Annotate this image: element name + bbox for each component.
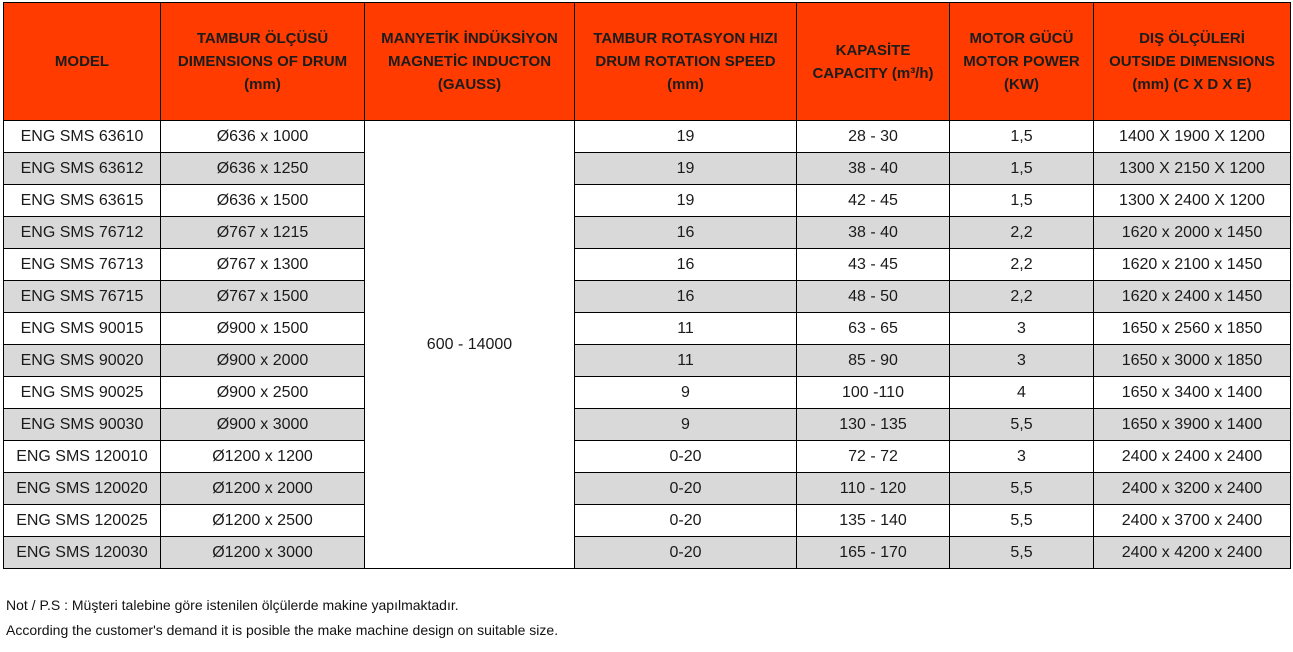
- cell-speed: 11: [575, 313, 797, 345]
- cell-model: ENG SMS 120030: [4, 537, 161, 569]
- cell-model: ENG SMS 90025: [4, 377, 161, 409]
- cell-drum: Ø900 x 2500: [161, 377, 365, 409]
- cell-capacity: 42 - 45: [797, 185, 950, 217]
- cell-power: 5,5: [950, 473, 1094, 505]
- cell-capacity: 85 - 90: [797, 345, 950, 377]
- cell-model: ENG SMS 90030: [4, 409, 161, 441]
- table-row: [4, 473, 1291, 505]
- cell-power: 4: [950, 377, 1094, 409]
- table-body: [4, 121, 1291, 569]
- table-row: [4, 505, 1291, 537]
- table-row: [4, 121, 1291, 153]
- cell-outside: 2400 x 4200 x 2400: [1094, 537, 1291, 569]
- cell-capacity: 135 - 140: [797, 505, 950, 537]
- cell-outside: 1300 X 2400 X 1200: [1094, 185, 1291, 217]
- cell-speed: 9: [575, 377, 797, 409]
- cell-capacity: 48 - 50: [797, 281, 950, 313]
- header-line: DIŞ ÖLÇÜLERİ: [1139, 30, 1245, 47]
- table-row: [4, 441, 1291, 473]
- cell-power: 5,5: [950, 537, 1094, 569]
- cell-outside: 2400 x 3200 x 2400: [1094, 473, 1291, 505]
- table-row: [4, 345, 1291, 377]
- note-line-en: According the customer's demand it is posible the make machine design on suitable size.: [6, 622, 559, 638]
- header-line: (mm): [244, 76, 281, 93]
- cell-drum: Ø900 x 1500: [161, 313, 365, 345]
- table-row: [4, 217, 1291, 249]
- cell-model: ENG SMS 76712: [4, 217, 161, 249]
- table-row: [4, 185, 1291, 217]
- cell-magnetic-induction: 600 - 14000: [365, 121, 575, 569]
- cell-speed: 19: [575, 185, 797, 217]
- cell-capacity: 38 - 40: [797, 153, 950, 185]
- cell-model: ENG SMS 76715: [4, 281, 161, 313]
- cell-model: ENG SMS 120010: [4, 441, 161, 473]
- cell-capacity: 43 - 45: [797, 249, 950, 281]
- cell-drum: Ø1200 x 1200: [161, 441, 365, 473]
- cell-power: 1,5: [950, 153, 1094, 185]
- header-line: CAPACITY (m³/h): [812, 64, 934, 82]
- header-line: MANYETİK İNDÜKSİYON: [381, 30, 558, 47]
- cell-model: ENG SMS 63615: [4, 185, 161, 217]
- cell-power: 2,2: [950, 249, 1094, 281]
- header-line: (mm): [667, 76, 704, 93]
- header-line: MOTOR GÜCÜ: [969, 30, 1074, 47]
- note-line-tr: Not / P.S : Müşteri talebine göre istenilen ölçülerde makine yapılmaktadır.: [6, 597, 459, 613]
- cell-capacity: 63 - 65: [797, 313, 950, 345]
- cell-speed: 16: [575, 281, 797, 313]
- cell-drum: Ø1200 x 2500: [161, 505, 365, 537]
- header-motor-power: [950, 3, 1094, 121]
- header-drum-dimensions: [161, 3, 365, 121]
- cell-speed: 11: [575, 345, 797, 377]
- table-header: [4, 3, 1291, 121]
- cell-capacity: 110 - 120: [797, 473, 950, 505]
- cell-model: ENG SMS 120020: [4, 473, 161, 505]
- header-capacity: [797, 3, 950, 121]
- header-line: KAPASİTE: [835, 41, 911, 59]
- header-line: (mm) (C X D X E): [1132, 76, 1252, 93]
- cell-capacity: 72 - 72: [797, 441, 950, 473]
- header-drum-rotation-speed: [575, 3, 797, 121]
- cell-drum: Ø636 x 1250: [161, 153, 365, 185]
- cell-outside: 1620 x 2000 x 1450: [1094, 217, 1291, 249]
- cell-speed: 0-20: [575, 441, 797, 473]
- cell-drum: Ø900 x 2000: [161, 345, 365, 377]
- cell-model: ENG SMS 90015: [4, 313, 161, 345]
- table-row: [4, 153, 1291, 185]
- header-line: TAMBUR ÖLÇÜSÜ: [196, 30, 329, 47]
- cell-power: 3: [950, 345, 1094, 377]
- cell-capacity: 165 - 170: [797, 537, 950, 569]
- header-model: [4, 3, 161, 121]
- header-line: TAMBUR ROTASYON HIZI: [593, 30, 778, 47]
- cell-drum: Ø636 x 1500: [161, 185, 365, 217]
- header-line: DIMENSIONS OF DRUM: [177, 53, 348, 70]
- spec-table: [3, 2, 1291, 569]
- cell-drum: Ø767 x 1500: [161, 281, 365, 313]
- cell-outside: 1650 x 3400 x 1400: [1094, 377, 1291, 409]
- cell-outside: 1650 x 3900 x 1400: [1094, 409, 1291, 441]
- header-outside-dimensions: [1094, 3, 1291, 121]
- cell-speed: 9: [575, 409, 797, 441]
- cell-drum: Ø1200 x 3000: [161, 537, 365, 569]
- cell-speed: 16: [575, 249, 797, 281]
- cell-outside: 1650 x 2560 x 1850: [1094, 313, 1291, 345]
- cell-capacity: 38 - 40: [797, 217, 950, 249]
- cell-speed: 16: [575, 217, 797, 249]
- table-row: [4, 409, 1291, 441]
- cell-drum: Ø767 x 1300: [161, 249, 365, 281]
- table-row: [4, 313, 1291, 345]
- header-line: DRUM ROTATION SPEED: [595, 53, 776, 70]
- cell-outside: 1300 X 2150 X 1200: [1094, 153, 1291, 185]
- cell-speed: 0-20: [575, 537, 797, 569]
- cell-power: 5,5: [950, 409, 1094, 441]
- cell-model: ENG SMS 63610: [4, 121, 161, 153]
- header-line: (GAUSS): [437, 76, 502, 93]
- cell-power: 1,5: [950, 185, 1094, 217]
- cell-capacity: 100 -110: [797, 377, 950, 409]
- header-line: MODEL: [54, 53, 110, 70]
- table-row: [4, 249, 1291, 281]
- cell-model: ENG SMS 76713: [4, 249, 161, 281]
- cell-outside: 1650 x 3000 x 1850: [1094, 345, 1291, 377]
- cell-power: 3: [950, 441, 1094, 473]
- cell-speed: 0-20: [575, 505, 797, 537]
- cell-drum: Ø767 x 1215: [161, 217, 365, 249]
- cell-speed: 0-20: [575, 473, 797, 505]
- header-line: MOTOR POWER: [963, 53, 1080, 70]
- cell-speed: 19: [575, 121, 797, 153]
- cell-outside: 1620 x 2400 x 1450: [1094, 281, 1291, 313]
- cell-power: 2,2: [950, 217, 1094, 249]
- cell-drum: Ø1200 x 2000: [161, 473, 365, 505]
- cell-capacity: 28 - 30: [797, 121, 950, 153]
- header-magnetic-induction: [365, 3, 575, 121]
- cell-power: 3: [950, 313, 1094, 345]
- spec-table-wrap: [3, 2, 1291, 569]
- header-line: OUTSIDE DIMENSIONS: [1109, 53, 1275, 70]
- cell-power: 1,5: [950, 121, 1094, 153]
- table-row: [4, 377, 1291, 409]
- cell-power: 2,2: [950, 281, 1094, 313]
- cell-outside: 2400 x 2400 x 2400: [1094, 441, 1291, 473]
- cell-model: ENG SMS 120025: [4, 505, 161, 537]
- cell-power: 5,5: [950, 505, 1094, 537]
- cell-outside: 2400 x 3700 x 2400: [1094, 505, 1291, 537]
- cell-capacity: 130 - 135: [797, 409, 950, 441]
- cell-outside: 1620 x 2100 x 1450: [1094, 249, 1291, 281]
- cell-speed: 19: [575, 153, 797, 185]
- table-row: [4, 537, 1291, 569]
- cell-outside: 1400 X 1900 X 1200: [1094, 121, 1291, 153]
- header-line: MAGNETİC INDUCTON: [387, 53, 552, 70]
- table-row: [4, 281, 1291, 313]
- cell-drum: Ø900 x 3000: [161, 409, 365, 441]
- header-row: [4, 3, 1291, 121]
- cell-model: ENG SMS 90020: [4, 345, 161, 377]
- header-line: (KW): [1004, 76, 1039, 93]
- cell-model: ENG SMS 63612: [4, 153, 161, 185]
- cell-drum: Ø636 x 1000: [161, 121, 365, 153]
- footnotes: [6, 593, 558, 643]
